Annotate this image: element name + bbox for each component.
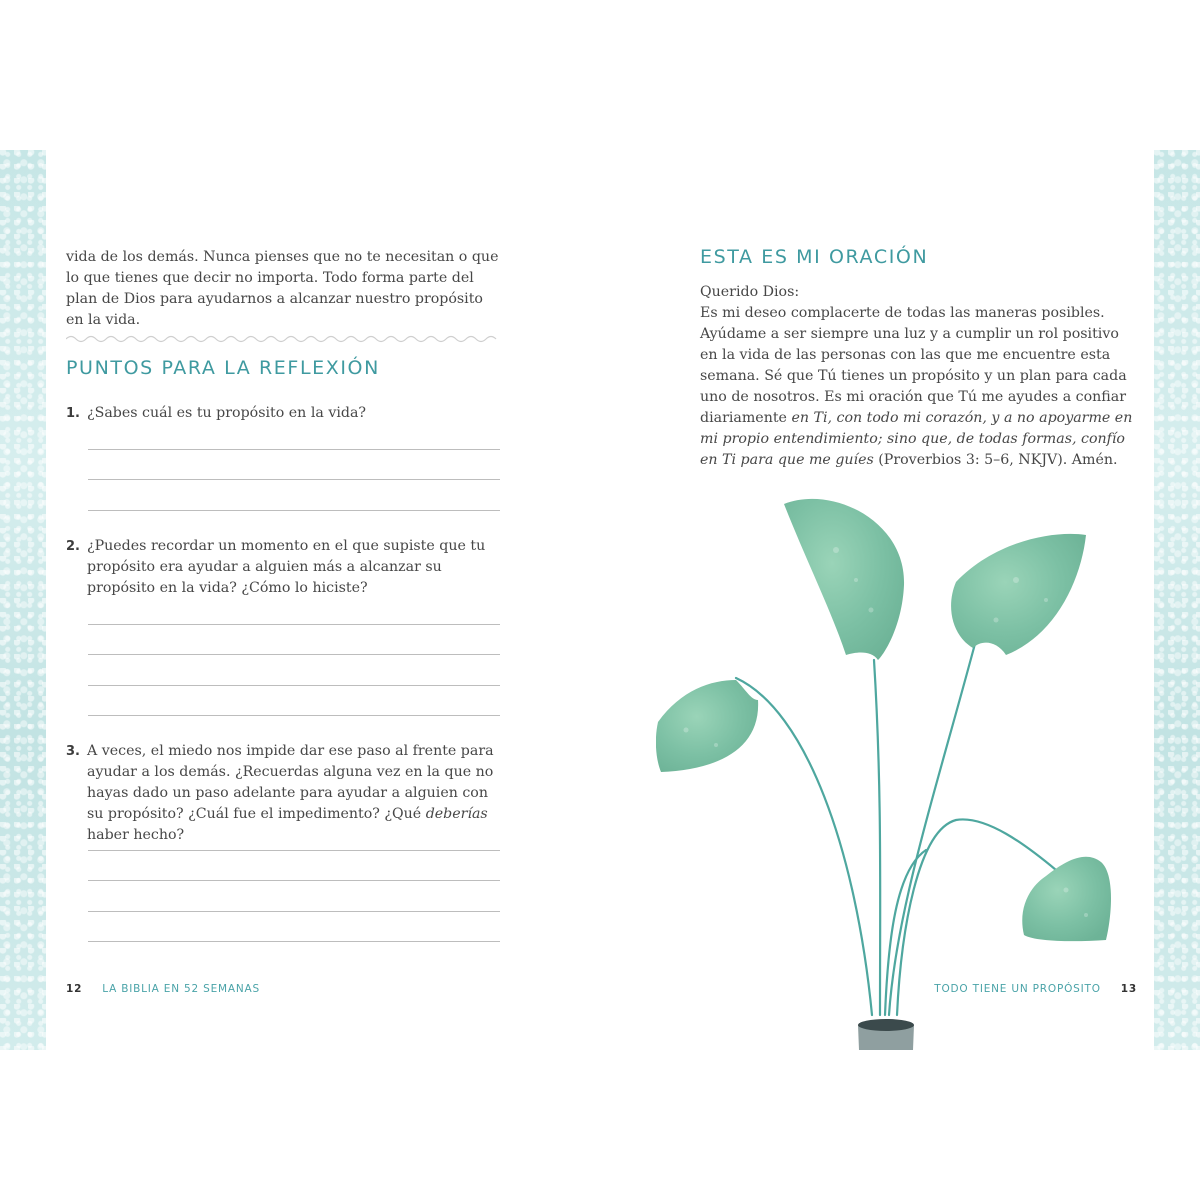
answer-line[interactable]: [88, 911, 500, 912]
plant-illustration: [656, 490, 1116, 1050]
running-title: TODO TIENE UN PROPÓSITO: [934, 983, 1101, 995]
answer-line[interactable]: [88, 510, 500, 511]
answer-line[interactable]: [88, 850, 500, 851]
question-2: [66, 536, 500, 599]
question-3: [66, 741, 500, 846]
question-text: [87, 741, 500, 846]
reflection-heading: PUNTOS PARA LA REFLEXIÓN: [66, 357, 380, 379]
left-footer: [66, 983, 260, 995]
answer-line[interactable]: [88, 941, 500, 942]
answer-line[interactable]: [88, 880, 500, 881]
answer-line[interactable]: [88, 624, 500, 625]
prayer-body: [700, 303, 1136, 471]
wavy-divider: [66, 333, 500, 345]
prayer-text: [700, 282, 1136, 471]
question-text-part: haber hecho?: [87, 827, 185, 843]
right-page: [600, 150, 1154, 1050]
left-page-edge-decoration: [0, 150, 46, 1050]
question-text: ¿Puedes recordar un momento en el que supiste que tu propósito era ayudar a alguien más a alcanzar su propósito en la vida? ¿Cómo lo hiciste?: [87, 538, 486, 596]
page-number: 12: [66, 983, 83, 995]
prayer-body-part: Es mi deseo complacerte de todas las maneras posibles. Ayúdame a ser siempre una luz y a cumplir un rol positivo en la vida de las personas con las que me encuentre esta semana. Sé que Tú tienes un propósito y un plan para cada uno de nosotros. Es mi oración que Tú me ayudes a confiar diariamente: [700, 305, 1127, 426]
right-page-edge-decoration: [1154, 150, 1200, 1050]
question-1: [66, 403, 500, 424]
answer-line[interactable]: [88, 715, 500, 716]
answer-line[interactable]: [88, 685, 500, 686]
page-number: 13: [1120, 983, 1137, 995]
question-number: 2.: [66, 539, 80, 554]
prayer-heading: ESTA ES MI ORACIÓN: [700, 246, 929, 268]
right-footer: [934, 983, 1137, 995]
prayer-greeting: Querido Dios:: [700, 284, 800, 300]
answer-line[interactable]: [88, 479, 500, 480]
question-number: 1.: [66, 406, 80, 421]
question-number: 3.: [66, 744, 80, 759]
question-text-italic: deberías: [425, 806, 488, 822]
intro-paragraph: vida de los demás. Nunca pienses que no te necesitan o que lo que tienes que decir no importa. Todo forma parte del plan de Dios para ayudarnos a alcanzar nuestro propósito en la vida.: [66, 249, 499, 328]
running-title: LA BIBLIA EN 52 SEMANAS: [102, 983, 260, 995]
prayer-scripture-italic: en Ti, con todo mi corazón, y a no apoyarme en mi propio entendimiento; sino que, de todas formas, confío en Ti para que me guíes: [700, 410, 1133, 468]
question-text: ¿Sabes cuál es tu propósito en la vida?: [87, 405, 367, 421]
answer-line[interactable]: [88, 449, 500, 450]
answer-line[interactable]: [88, 654, 500, 655]
question-text-part: A veces, el miedo nos impide dar ese paso al frente para ayudar a los demás. ¿Recuerdas alguna vez en la que no hayas dado un paso adelante para ayudar a alguien con su propósito? ¿Cuál fue el impedimento? ¿Qué: [87, 743, 494, 822]
left-page: [46, 150, 600, 1050]
prayer-body-part: (Proverbios 3: 5–6, NKJV). Amén.: [873, 452, 1118, 468]
